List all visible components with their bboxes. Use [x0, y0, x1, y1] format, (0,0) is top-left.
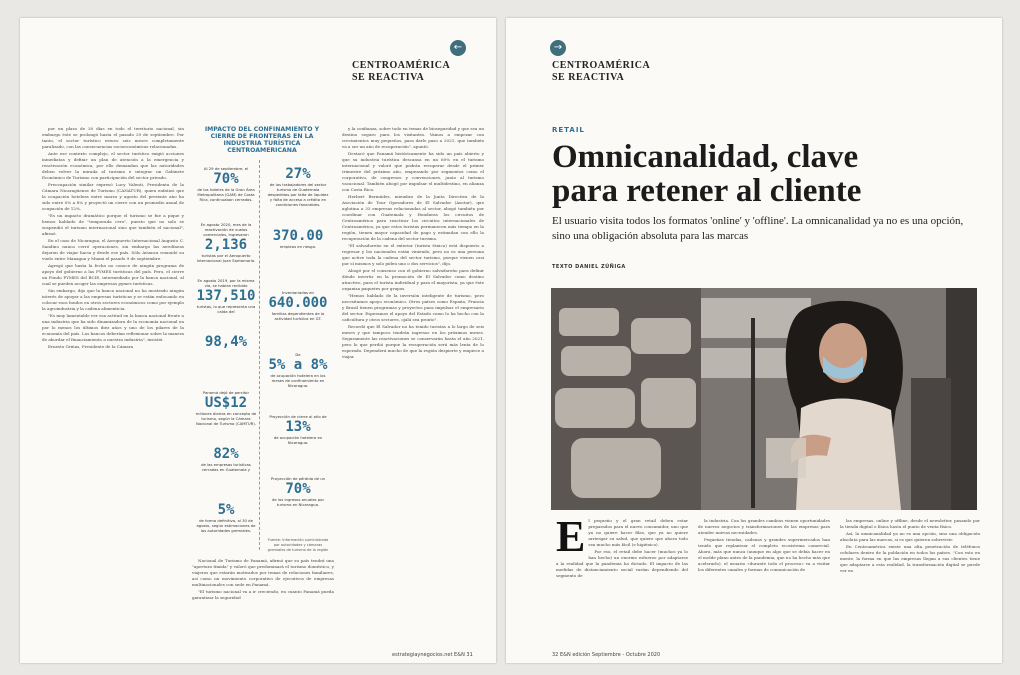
stat-value: 5% [217, 502, 235, 518]
infographic-title: IMPACTO DEL CONFINAMIENTO Y CIERRE DE FRONTERAS EN LA INDUSTRIA TURÍSTICA CENTROAMERICANA [204, 126, 320, 154]
section-line2: SE REACTIVA [352, 72, 425, 83]
stat-label: de ocupación hotelera en los meses de confinamiento en Nicaragua. [270, 373, 326, 388]
stat-block [195, 278, 257, 314]
left-col1-paragraph: Ernesto Griñas, Presidente de la Cámara [48, 344, 134, 349]
stat-label: Inventariadas en [282, 290, 314, 295]
stat-label: de los trabajadores del sector turismo de Guatemala despedidos por falta de liquidez y falta de acceso a crédito en condiciones favorables. [267, 182, 329, 207]
right-col3-paragraph: Así, la omnicanalidad ya no es una opción, sino una obligación absoluta para las marcas, si es que quieren sobrevivir. [840, 531, 980, 542]
stat-block [267, 290, 329, 321]
left-col1-paragraph: Preocupación similar expresó Lucy Valenti, Presidenta de la Cámara Nicaragüense de Turismo (CANATUR), quien enfatizó que la ocupación hotelera entre marzo y agosto del presente año ha sido entre 0% a 8% y proyectó un cierre con un promedio anual de ocupación de 12%. [42, 182, 184, 211]
stat-label: de los ingresos anuales por turismo en Nicaragua. [271, 497, 325, 507]
left-page [20, 18, 496, 663]
left-col2-paragraph: Nacional de Turismo de Panamá, afirmó que su país tendrá una "apertura tímida" y valoró que predominará el turismo doméstico, y viajeros que estarán motivados por temas de relaciones familiares, así como un movimiento corporativo de ejecutivos de empresas multinacionales con sede en Panamá. [192, 558, 334, 587]
left-col3-paragraph: "Hemos hablado de la inversión inteligente de turismo, pero necesitamos apoyo económico. Otros países como España, Francia y Brasil tienen programas y proyectos para impulsar el empresario del sector. Esperamos el apoyo del Estado como lo ha hecho con la caficultura y otros sectores, ojalá sea pronto". [342, 293, 484, 322]
stat-value: 640.000 [268, 295, 328, 311]
stat-value: 137,510 [196, 288, 256, 304]
section-line2: SE REACTIVA [552, 72, 625, 83]
stat-block [195, 446, 257, 472]
headline [552, 140, 861, 208]
left-column-2-bottom [192, 558, 334, 650]
stat-value: 82% [213, 446, 239, 462]
left-col3-paragraph: Herbert Bermúdez, miembro de la Junta Directiva de la Asociación de Tour Operadores de El Salvador (Asotur), que aglutina a 33 empresas relacionadas al sector, abogó también por coordinar con Guatemala y Honduras los circuitos de Centroamérica para reactivar los circuitos internacionales de Centroamérica, ya que estos turistas permanecen más tiempo en la región, tienen mayor capacidad de pago y estimulan con ello la recuperación de la cadena del sector turismo. [342, 194, 484, 241]
stat-value: US$12 [204, 395, 248, 411]
stat-value: 370.00 [272, 228, 324, 244]
section-title [352, 60, 450, 84]
stat-block [195, 166, 257, 202]
stat-label: Panamá dejó de percibir [202, 390, 250, 395]
left-footer: estrategiaynegocios.net E&N 31 [392, 652, 473, 658]
stat-label: millones diarios en concepto de turismo, según la Cámara Nacional de Turismo (CAMTUR). [195, 411, 257, 426]
photo-woman-shopping [551, 288, 977, 510]
left-col3-paragraph: Destacó que Panamá históricamente ha sido un país abierto y que su industria turística descansa en un 60% en el turismo internacional y valoró que podrán recuperar desde el primer trimestre del próximo año, empezando por segmentos como el corporativo, de congresos y convenciones, junto al turismo vacacional. También abogó por impulsar el multidestino, en alianza con Costa Rica. [342, 151, 484, 192]
right-col3-paragraph: En Centroamérica existe una alta penetración de teléfonos celulares dentro de la población en todos los países. "Con esto en mente, la forma en que las empresas llegan a sus clientes tiene que adaptarse a esta realidad, la transformación digital se puede ver en [840, 544, 980, 573]
right-column-1 [556, 518, 688, 643]
stat-block [267, 414, 329, 445]
stat-label: En agosto 2019, por la misma vía, se habían recibido [197, 278, 255, 288]
right-page [506, 18, 1002, 663]
stat-value: 5% a 8% [268, 357, 328, 373]
stat-label: de las empresas turísticas cerradas en Guatemala y [201, 462, 251, 472]
stat-label: turistas, lo que representa una caída del [196, 304, 256, 314]
arrow-right-icon[interactable]: → [550, 40, 566, 56]
byline: TEXTO DANIEL ZÚÑIGA [552, 264, 626, 270]
left-col3-paragraph: Recordó que El Salvador no ha tenido turistas a lo largo de seis meses y que tampoco tendrán ingresos en los próximos meses. Seguramente las reactivaciones se conservarán hasta el año 2021, pero lo que perdió porque la recuperación será más lenta de lo esperado. Dependerá mucho de que la región despierte y empiece a viajar. [342, 324, 484, 359]
stat-label: Al 29 de septiembre, el [203, 166, 249, 171]
right-col2-paragraph: Pequeñas tiendas, cadenas y grandes supermercados han tenido que replantear el completo ecosistema comercial. Ahora, más que nunca (aunque en algo que se debía hacer en el molde plano antes de la pandemia, que no ha hecho más que acelerarlo), el usuario «durante todo el proceso» va a visitar los diferentes canales y formas de comunicación de [698, 537, 830, 572]
headline-line2: para retener al cliente [552, 173, 862, 209]
stat-label: de forma definitiva, al 30 de agosto, según estimaciones de las autoridades gremiales. [196, 518, 256, 533]
headline-line1: Omnicanalidad, clave [552, 139, 859, 175]
stat-label: turistas por el Aeropuerto Internacional Juan Santamaría. [196, 253, 256, 263]
left-col1-paragraph: En el caso de Nicaragua, el Aeropuerto Internacional Augusto C. Sandino nunca cerró operaciones, sin embargo las aerolíneas dejaron de viajar hacia y desde ese país. Sólo Avianca reanudó su vuelo entre Managua y Miami el pasado 9 de septiembre. [42, 238, 184, 261]
right-column-2 [698, 518, 830, 643]
drop-cap: E [556, 518, 586, 561]
stat-block [195, 334, 257, 350]
right-col2-paragraph: la industria. Con los grandes cambios vienen oportunidades de nuevos negocios y transformaciones de las empresas para atender nuevas necesidades. [698, 518, 830, 535]
left-column-1 [42, 126, 184, 646]
stat-block [195, 390, 257, 426]
section-title [552, 60, 650, 84]
right-col1-paragraph: Por eso, el retail debe hacer (muchos ya lo han hecho) un enorme esfuerzo por adaptarse a la realidad que la pandemia ha dictado. El impacto de las medidas de distanciamiento social varían dependiendo del segmento de [556, 549, 688, 578]
left-col1-paragraph: "Es muy lamentable ver esa actitud en la banca nacional frente a una industria que ha sido dinamizadora de la economía nacional en por lo menos los últimos diez años y uno de los pilares de la economía del país. Los bancos deberían reflexionar sobre la manera de abordar el financiamiento a nuestra industria", insistió. [42, 313, 184, 342]
left-col1-paragraph: por un plazo de 30 días en todo el territorio nacional, sin embargo éste se prolongó hasta el pasado 29 de septiembre. Por tanto, el sector turístico estuvo seis meses completamente paralizado, con las consecuencias socioeconómicas relacionadas. [42, 126, 184, 149]
left-col1-paragraph: "Es un impacto dramático porque el turismo se fue a pique y hemos hablado de "temporada cero", puesto que no solo se suspendió el turismo internacional sino que también el nacional", afirmó. [42, 213, 184, 236]
stat-value: 70% [285, 481, 311, 497]
stat-value: 98,4% [204, 334, 248, 350]
left-col2-paragraph: "El turismo nacional va a ir creciendo, en cuanto Panamá pueda garantizar la seguridad [192, 589, 334, 600]
left-col3-paragraph: Abogó por el consenso con el gobierno salvadoreño para definir dónde invertir en la promoción de El Salvador como destino atractivo, para el turista individual y para el mayorista, ya que éste organiza paquetes por grupos. [342, 268, 484, 291]
section-line1: CENTROAMÉRICA [552, 60, 651, 71]
section-line1: CENTROAMÉRICA [352, 60, 451, 71]
stat-value: 13% [285, 419, 311, 435]
left-col3-paragraph: "El salvadoreño en el exterior (turista étnico) está dispuesto a regresar y los nacionales están viniendo, pero no es una persona que active toda la cadena del sector turismo, porque vienen casi por sí mismos y solo piden uno o dos servicios", dijo. [342, 243, 484, 266]
stat-block [267, 352, 329, 388]
infographic-sources: Fuente: Información suministrada por autoridades y cámaras gremiales de turismo de la región [267, 538, 329, 552]
stat-label: Proyección de pérdida de un [270, 476, 326, 481]
infographic [192, 120, 332, 556]
stat-block [267, 166, 329, 207]
timeline-divider [259, 160, 260, 550]
stat-block [195, 502, 257, 533]
left-col1-paragraph: Agregó que hasta la fecha no conoce de ningún programa de apoyo del gobierno a las PYMES turísticas del país. Pero, el cierre un Fondo PYMES del BCIE, intermediado por la banca nacional, al cual se pueden acoger las empresas pymes turísticas. [42, 263, 184, 286]
right-column-3 [840, 518, 980, 643]
deck: El usuario visita todos los formatos 'online' y 'offline'. La omnicanalidad ya no es una opción, sino una obligación absoluta para las marcas [552, 215, 964, 242]
kicker: RETAIL [552, 126, 585, 134]
stat-label: De [295, 352, 301, 357]
right-col3-paragraph: las empresas, online y offline, desde el newsletter, pasando por la tienda digital o física hasta el punto de venta físico. [840, 518, 980, 529]
stat-block [267, 476, 329, 507]
left-col1-paragraph: Ante ese contexto complejo, el sector turístico exigió acciones inmediatas y definir un plan de atención a la emergencia y reactivación económica, por ello demandan que las autoridades deben volver la mirada al turismo e integrar un Gabinete Económico de Turismo con participación del sector privado. [42, 151, 184, 180]
right-footer: 32 E&N edición Septiembre - Octubre 2020 [552, 652, 661, 658]
stat-label: de los hoteles de la Gran Área Metropolitana (GAM) de Costa Rica, continuaban cerrados. [197, 187, 255, 202]
stat-label: familias dependientes de la actividad turística en GT. [271, 311, 325, 321]
stat-value: 70% [213, 171, 239, 187]
stat-value: 27% [285, 166, 311, 182]
arrow-left-icon[interactable]: ← [450, 40, 466, 56]
stat-label: de ocupación hotelera en Nicaragua. [273, 435, 323, 445]
photo-illustration [551, 288, 977, 510]
left-column-3 [342, 126, 484, 646]
stat-label: Proyección de cierre al año de [269, 414, 327, 419]
stat-value: 2,136 [204, 237, 248, 253]
stat-label: empleos en riesgo. [279, 244, 317, 249]
left-col3-paragraph: y la confianza, sobre todo en temas de bioseguridad y que sea un destino seguro para los visitantes. Vamos a empezar con crecimientos muy pequeños, para darle paso a 2021, que también va a ser un año de recuperación", apuntó. [342, 126, 484, 149]
right-col1-paragraph: l pequeño y el gran retail deben estar preparados para el nuevo consumidor, uno que ya no quiere hacer filas, que ya no quiere arriesgar su salud, que quiere que ahora todo sea mucho más fácil (e higiénico). [588, 518, 688, 547]
stat-block [267, 228, 329, 249]
stat-label: En agosto 2020, mes de la reactivación de vuelos comerciales, ingresaron [200, 222, 252, 237]
left-col1-paragraph: Sin embargo, dijo que la banca nacional no ha mostrado ningún interés de apoyar a las empresas turísticas y se están enfocando en colocar esos fondos en otros sectores económicos como por ejemplo la agroindustria y la cadena alimenticia. [42, 288, 184, 311]
stat-block [195, 222, 257, 263]
